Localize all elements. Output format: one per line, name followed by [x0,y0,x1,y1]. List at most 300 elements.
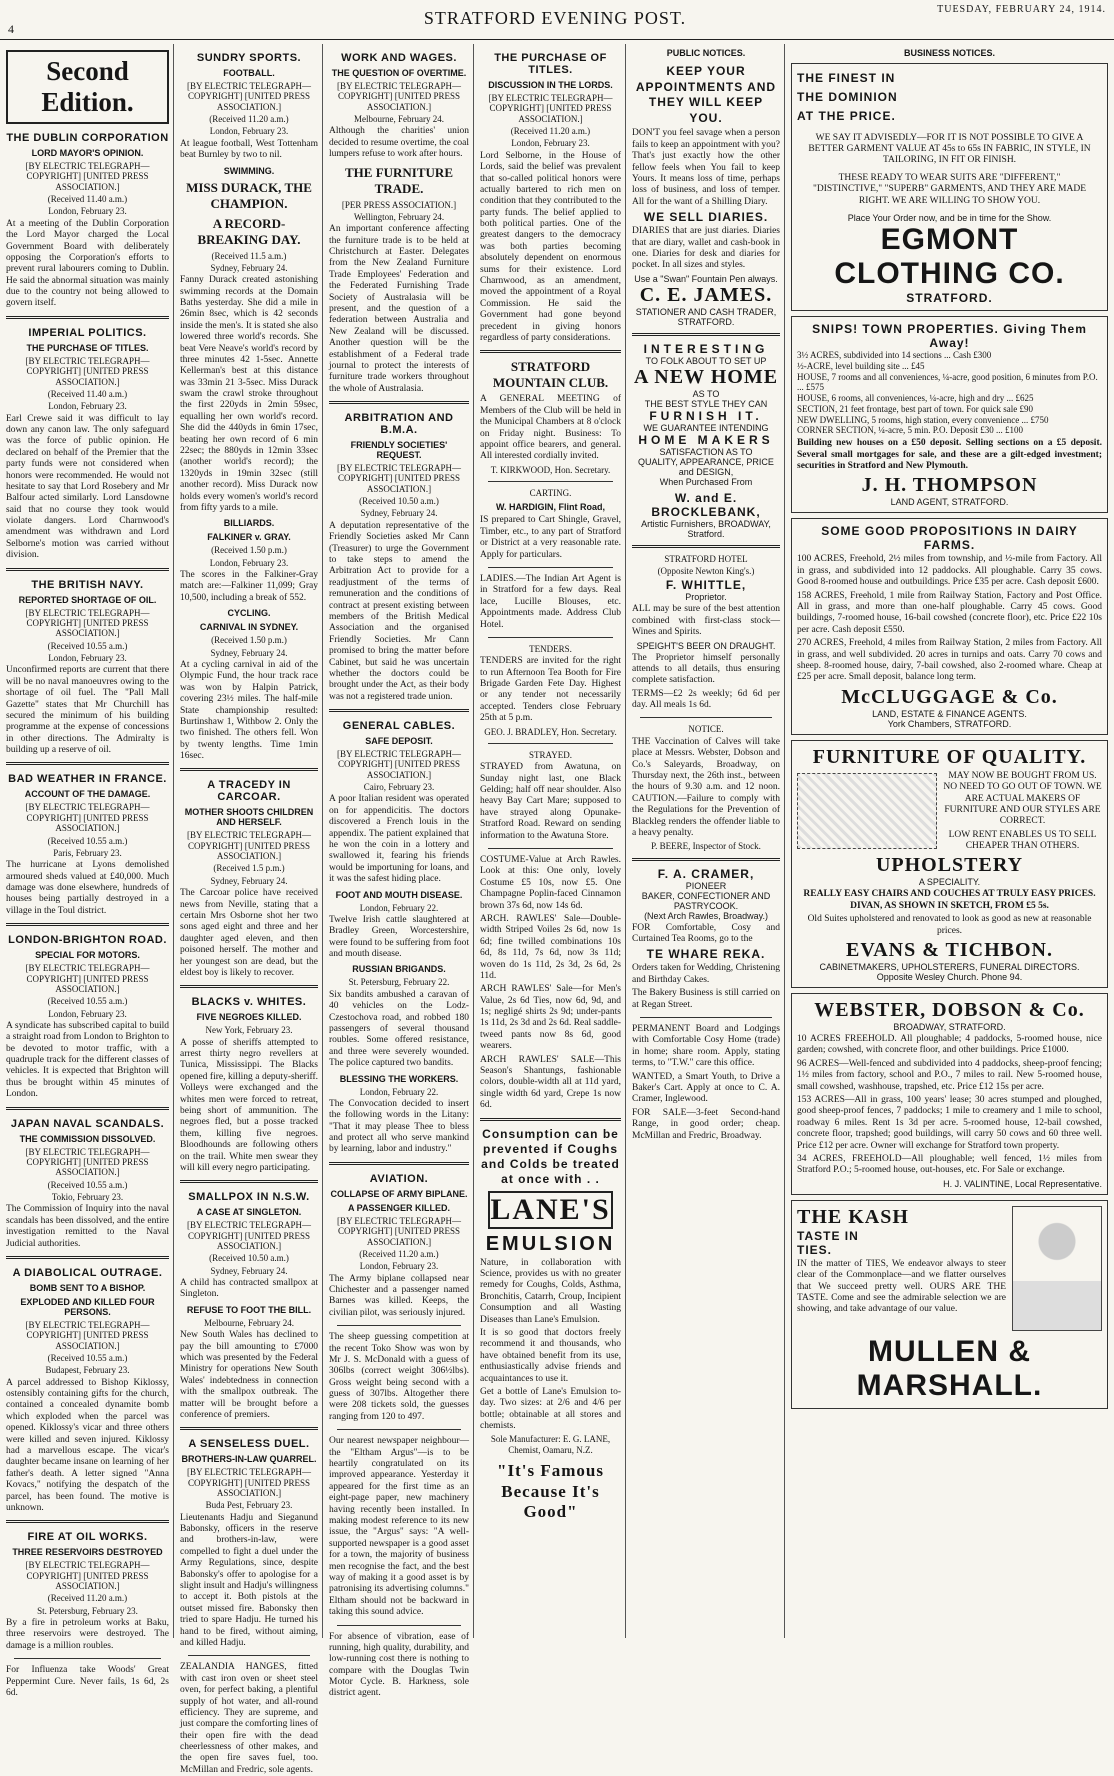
advert-text: WE SAY IT ADVISEDLY—FOR IT IS NOT POSSIBLE TO GIVE A BETTER GARMENT VALUE AT 45s to 65s IN FABRIC, IN STYLE, IN TAILORING, IN FIT OR FINISH. [808,132,1091,166]
byline: [BY ELECTRIC TELEGRAPH—COPYRIGHT] [UNITED PRESS ASSOCIATION.] [25,802,150,834]
advert-headline: HOME MAKERS [638,432,774,447]
byline: [BY ELECTRIC TELEGRAPH—COPYRIGHT] [UNITED PRESS ASSOCIATION.] [25,355,150,387]
notice-signature: T. KIRKWOOD, Hon. Secretary. [490,464,611,475]
headline: LONDON-BRIGHTON ROAD. [8,934,167,947]
article-text: At a cycling carnival in aid of the Olympic Fund, the hour track race was won by Halpin Patrick, covering 23½ miles. The half-mile State championship resulted: Burtinshaw 1, Withbow 2. Only the two finished. The others fell. Won by twenty lengths. Time 1min 16sec. [180,659,318,762]
advert-text: For Influenza take Woods' Great Peppermint Cure. Never fails, 1s 6d, 2s 6d. [6,1665,169,1698]
dateline: London, February 23. [359,1261,439,1272]
advert-text: CABINETMAKERS, UPHOLSTERERS, FUNERAL DIRECTORS. [819,962,1080,973]
advert-headline: KEEP YOUR APPOINTMENTS AND THEY WILL KEEP YOU. [635,64,777,125]
advert-text: REALLY EASY CHAIRS AND COUCHES AT TRULY EASY PRICES. DIVAN, AS SHOWN IN SKETCH, FROM £5 5s. [803,889,1096,911]
divider [488,848,613,849]
divider [180,1427,318,1430]
notice-heading: STRATFORD MOUNTAIN CLUB. [492,359,609,391]
headline: A TRACEDY IN CARCOAR. [207,779,291,804]
divider [640,1017,772,1018]
article-text: By a fire in petroleum works at Baku, three reservoirs were destroyed. The damage is a million roubles. [6,1618,169,1651]
dateline: London, February 22. [359,1086,439,1097]
notice-heading: CARTING. [529,488,572,499]
byline: [BY ELECTRIC TELEGRAPH—COPYRIGHT] [UNITED PRESS ASSOCIATION.] [337,749,461,780]
received-time: (Received 11.20 a.m.) [359,1248,439,1259]
headline: FIRE AT OIL WORKS. [27,1531,148,1544]
headline: AVIATION. [369,1172,429,1185]
advert-text: 158 ACRES, Freehold, 1 mile from Railway Station, Factory and Post Office. All in grass, and more than one-half ploughable. Carry 45 cows. Good buildings, 7-roomed house, 16-bail cowshed (concrete floor), etc. Price £22 10s per acre. Cash deposit £550. [797,590,1102,635]
headline: BAD WEATHER IN FRANCE. [8,773,167,786]
thompson-properties-advert [791,316,1108,514]
dateline: London, February 23. [48,401,127,412]
subheadline: THREE RESERVOIRS DESTROYED [12,1547,163,1558]
notice-heading: STRAYED. [529,749,572,760]
divider [488,743,613,744]
divider [329,709,469,712]
article-text: Six bandits ambushed a caravan of 40 vehicles on the Lodz-Czestochova road, and robbed 180 passengers of several thousand roubles. Some offered resistance, and three were severely wounded. The police captured two bandits. [329,989,469,1069]
advert-headline: WE SELL DIARIES. [643,210,769,225]
advert-text: THE BEST STYLE THEY CAN [644,398,768,409]
advertiser-address: LAND AGENT, STRATFORD. [890,497,1009,508]
page-number: 4 [8,22,14,36]
notice-text: ARCH. RAWLES' Sale—Double-width Striped Voiles 2s 6d, now 1s 6d; fine twilled combinations 10s 6d, 8s 11d, 7s 6d, now 3s 11d; woven do 1s 11d, 2s 3d, 2s 6d, 2s 11d. [480,913,621,981]
advert-signature: Sole Manufacturer: E. G. LANE, Chemist, Oamaru, N.Z. [490,1434,611,1455]
advertiser-name: EVANS & TICHBON. [846,939,1053,962]
byline: [BY ELECTRIC TELEGRAPH—COPYRIGHT] [UNITED PRESS ASSOCIATION.] [187,1220,311,1252]
notice-text: TENDERS are invited for the right to run Afternoon Tea Booth for Fire Brigade Garden Fete Day. Highest or any tender not necessarily accepted. Tenders close February 25th at 5 p.m. [480,656,621,724]
article-text: A child has contracted smallpox at Singleton. [180,1278,318,1300]
advert-text: ZEALANDIA HANGES, fitted with cast iron oven or sheet steel oven, for perfect baking, a plentiful supply of hot water, and all-round efficiency. They are supreme, and just compare the comforting lines of their open fire with the dead cheerlessness of other makes, and the open fire saves fuel, too. McMillan and Fredric, sole agents. [180,1662,318,1775]
divider [329,401,469,404]
advert-text: Proprietor. [685,592,727,603]
article-text: A parcel addressed to Bishop Kiklossy, ostensibly containing gifts for the church, contained a concealed dynamite bomb which exploded when the parcel was opened. Kiklossy's vicar and three others were killed and seven injured. Kiklossy had a marvellous escape. The vicar's daughter became insane on learning of her father's death. A letter signed "Anna Kovacs," notifying the despatch of the parcel, has been found. The motive is unknown. [6,1377,169,1513]
received-time: (Received 1.5 p.m.) [213,863,285,874]
article-text: At league football, West Tottenham beat Burnley by two to nil. [180,138,318,161]
subheadline: BOMB SENT TO A BISHOP. [29,1282,146,1293]
headline: BLACKS v. WHITES. [191,996,307,1009]
notice-heading: TENDERS. [529,643,572,654]
advertiser-name: McCLUGGAGE & Co. [841,685,1058,708]
advert-text: Get a bottle of Lane's Emulsion to-day. Two sizes: at 2/6 and 4/6 per bottle; obtainable at all stores and chemists. [480,1386,621,1432]
advert-headline: INTERESTING [643,341,769,356]
headline: GENERAL CABLES. [342,720,456,733]
article-text: Earl Crewe said it was difficult to lay down any canon law. The only safeguard was the force of public opinion. He declared on behalf of the Premier that the party funds were not considered when honors were recommended. He would not hesitate to say that Lord Rosebery and Mr Balfour acted similarly. Lord Lansdowne said that no course they took would violate dangers. Lord Charnwood's amendment was withdrawn and Lord Selborne's motion was carried without division. [6,413,169,561]
advert-headline: A NEW HOME [633,365,779,388]
subheadline: BILLIARDS. [223,518,275,529]
divider [180,1180,318,1183]
gentleman-portrait [1012,1206,1102,1331]
subheadline: SWIMMING. [223,165,275,176]
advert-headline: SOME GOOD PROPOSITIONS IN DAIRY FARMS. [821,524,1078,553]
masthead [0,0,1114,40]
list-item: 3½ ACRES, subdivided into 14 sections ... Cash £300 [797,349,992,360]
subheadline: CARNIVAL IN SYDNEY. [199,622,299,633]
notice-text: PERMANENT Board and Lodgings with Comfortable Cosy Home (trade) in home; share room. Apply, stating terms, to "T.W." care this office. [632,1024,780,1069]
advertiser-name: MULLEN & MARSHALL. [856,1334,1043,1402]
article-text: Unconfirmed reports are current that there will be no naval manoeuvres owing to the shortage of oil fuel. The "Pall Mall Gazette" states that Mr Churchill has secured the minimum of his building programme at the expense of concessions in other directions. The Admiralty is building up a reserve of oil. [6,665,169,756]
advert-text: QUALITY, APPEARANCE, PRICE and DESIGN, [638,456,774,477]
advert-text: A SPECIALITY. [918,877,981,888]
article-text: Our nearest newspaper neighbour—the "Eltham Argus"—is to be heartily congratulated on its improved appearance. Yesterday it appeared for the first time as an eight-page paper, new machinery having recently been installed. In making modest reference to its new issue, the "Argus" says: "A well-supported newspaper is a good asset for a town, the majority of business men recognise the fact, and the best way of making it a good asset is by patronising its advertising columns." Eltham should not be backward in taking this sound advice. [329,1436,469,1618]
advert-text: DIARIES that are just diaries. Diaries that are diary, wallet and cash-book in one. Diaries for desk and diaries for pocket. In all sizes and styles. [632,226,780,271]
divider [337,1429,461,1430]
subheadline: EXPLODED AND KILLED FOUR PERSONS. [20,1296,155,1317]
subheadline: SAFE DEPOSIT. [365,736,433,747]
headline: JAPAN NAVAL SCANDALS. [10,1117,165,1130]
advert-text: PIONEER [685,880,727,891]
dateline: Sydney, February 24. [210,647,288,658]
divider [14,1658,161,1659]
notice-signature: P. BEERE, Inspector of Stock. [651,841,761,852]
webster-dobson-advert [791,993,1108,1195]
article-text: Lieutenants Hadju and Sieganund Babonsky, officers in the reserve and brothers-in-law, were compelled to fight a duel under the Army Regulations, since, despite Babonsky's offer to apologise for a slight insult and Hadju's willingness to accept it. Both pistols at the outset missed fire. Babonsky then tried to spare Hadju. He turned his hand to be fired, without aiming, and killed Hadju. [180,1512,318,1648]
dateline: London, February 23. [48,206,127,217]
subheadline: RUSSIAN BRIGANDS. [352,964,446,975]
article-text: A posse of sheriffs attempted to arrest thirty negro revellers at Tunica, Mississippi. The Blacks opened fire, killing a deputy-sheriff. Volleys were exchanged and the whites men were forced to retreat, being short of ammunition. The negroes fled, but a posse tracked them, killing five negroes. Bloodhounds are following others on the trail. White men swear they will kill every negro participating. [180,1037,318,1173]
article-text: The Convocation decided to insert the following words in the Litany: "That it may please Thee to bless and protect all who serve mankind by learning, labor and industry." [329,1098,469,1155]
article-text: A poor Italian resident was operated on for appendicitis. The doctors discovered a French louis in the appendix. The patient explained that he won the coin in a lottery and swallowed it, fearing his friends would be importuning for loans, and it was the safest hiding place. [329,794,469,885]
notice-heading: NOTICE. [688,724,724,735]
notice-text: LADIES.—The Indian Art Agent is in Stratford for a few days. Real lace, Lucille Blouses, etc. Appointments made. Address Club Hotel. [480,573,621,630]
advertiser-address: STRATFORD. [906,290,993,305]
subheadline: THE FURNITURE TRADE. [345,164,453,196]
dateline: London, February 23. [48,653,127,664]
notice-text: STRAYED from Awatuna, on Sunday night last, one Black Gelding; half off near shoulder. Also heavy Bay Cart Mare; supposed to have strayed along Opunake-Stratford Road. Reward on sending information to the Awatuna Store. [480,762,621,841]
section-heading: BUSINESS NOTICES. [903,48,995,58]
byline: [BY ELECTRIC TELEGRAPH—COPYRIGHT] [UNITED PRESS ASSOCIATION.] [337,1215,461,1247]
notice-text: A GENERAL MEETING of Members of the Club will be held in the Municipal Chambers at 8 o'clock on Friday night. Business: To appoint office bearers, and general. All interested cordially invited. [480,394,621,462]
second-edition-banner: Second Edition. [6,50,169,124]
received-time: (Received 10.55 a.m.) [47,835,128,846]
headline: WORK AND WAGES. [341,52,457,64]
divider [337,1625,461,1626]
advert-text: FOR Comfortable, Cosy and Curtained Tea Rooms, go to the [632,922,780,945]
byline: [PER PRESS ASSOCIATION.] [341,199,457,210]
byline: [BY ELECTRIC TELEGRAPH—COPYRIGHT] [UNITED PRESS ASSOCIATION.] [25,963,150,994]
article-text: An important conference affecting the furniture trade is to be held at Christchurch at Easter. Delegates from the New Zealand Furniture Trade Employees' Federation and the Federated Furnishing Trade Society of Australasia will be present, and the question of a federation between Australia and New Zealand will be discussed. Another question will be the establishment of a Federal trade journal to protect the interests of furniture trade workers throughout the whole of Australasia. [329,224,469,394]
dateline: London, February 22. [359,902,439,913]
advertiser-address: (Next Arch Rawles, Broadway.) [644,910,768,921]
divider [632,858,780,861]
dateline: London, February 23. [209,126,289,137]
dateline: Cairo, February 23. [363,782,435,793]
egmont-clothing-advert [791,63,1108,311]
subheadline: THE COMMISSION DISSOLVED. [19,1133,156,1144]
advert-headline: TE WHARE REKA. [646,947,766,962]
advert-text: Orders taken for Wedding, Christening and Birthday Cakes. [632,963,780,985]
list-item: HOUSE, 7 rooms and all conveniences, ¼-acre, good position, 6 minutes from P.O. ... £575 [797,371,1098,393]
divider [180,985,318,988]
article-text: A syndicate has subscribed capital to build a straight road from London to Brighton to be devoted to motor traffic, with a quadruple track for the different classes of vehicles. It is expected that Brighton will thus be brought within 45 minutes of London. [6,1020,169,1100]
lanes-emulsion-logo: LANE'S [488,1191,613,1229]
dateline: Sydney, February 24. [210,1265,288,1276]
advert-text: When Purchased From [659,476,753,487]
article-text: The Army biplane collapsed near Chichester and a passenger named Barnes was killed. Keeps, the civilian pilot, was seriously injured. [329,1273,469,1318]
headline: SMALLPOX IN N.S.W. [188,1191,310,1204]
headline: IMPERIAL POLITICS. [28,326,147,339]
advert-text: MAY NOW BE BOUGHT FROM US. NO NEED TO GO OUT OF TOWN. WE ARE ACTUAL MAKERS OF FURNITURE AND OUR STYLES ARE CORRECT. [943,770,1102,827]
dateline: Budapest, February 23. [45,1365,130,1376]
advert-text: SATISFACTION AS TO [659,446,753,457]
divider [180,768,318,771]
famous-slogan: "It's Famous Because It's Good" [497,1461,604,1521]
section-heading: PUBLIC NOTICES. [666,48,746,58]
advertiser-address: Artistic Furnishers, BROADWAY, Stratford. [641,518,771,539]
divider [632,545,780,548]
advert-text: 96 ACRES—Well-fenced and subdivided into 4 paddocks, sheep-proof fencing; 1½ miles from factory, school and P.O., 7 miles to rail. New 5-roomed house, small cowshed, washhouse, trapshed, etc. Price £12 15s per acre. [797,1058,1102,1092]
received-time: (Received 1.50 p.m.) [211,545,287,556]
divider [6,316,169,319]
advert-text: BAKER, CONFECTIONER AND PASTRYCOOK. [641,890,771,911]
column-6 [787,44,1112,1638]
advert-signature: H. J. VALINTINE, Local Representative. [943,1178,1102,1189]
advert-text: The Bakery Business is still carried on at Regan Street. [632,988,780,1010]
byline: [BY ELECTRIC TELEGRAPH—COPYRIGHT] [UNITED PRESS ASSOCIATION.] [25,1319,150,1351]
advert-text: The Proprietor himself personally attends to all details, thus ensuring complete satisfaction. [632,652,780,686]
received-time: (Received 11.40 a.m.) [47,194,128,205]
advert-text: Nature, in collaboration with Science, provides us with no greater remedy for Coughs, Colds, Asthma, Bronchitis, Catarrh, Croup, Incipient Consumption and all Wasting Diseases than Lane's Emulsion. [480,1257,621,1325]
article-text: Although the charities' union decided to resume overtime, the coal lumpers refuse to work after hours. [329,126,469,160]
byline: [BY ELECTRIC TELEGRAPH—COPYRIGHT] [UNITED PRESS ASSOCIATION.] [25,161,150,192]
article-text: New South Wales has declined to pay the bill amounting to £7000 which was presented by the Federal Ministry for operations New South Wales' indebtedness in connection with the smallpox outbreak. The matter will be brought before a conference of premiers. [180,1330,318,1420]
subheadline: FRIENDLY SOCIETIES' REQUEST. [350,440,448,461]
divider [640,717,772,718]
article-text: A deputation representative of the Friendly Societies asked Mr Cann (Treasurer) to urge the Government to take steps to amend the Arbitration Act to provide for a readjustment of the terms of remuneration and the conditions of contract at present existing between members of the British Medical Association and the organised Friendly Societies. Mr Cann promised to bring the matter before Cabinet, but said he was uncertain whether the doctors could be brought under the Act, as their body was not a registered trade union. [329,520,469,702]
dateline: Sydney, February 24. [210,262,288,273]
dateline: London, February 23. [511,138,590,149]
notice-text: THE Vaccination of Calves will take place at Messrs. Webster, Dobson and Co.'s Saleyards, Broadway, on Thursday next, the 26th inst., between the hours of 9.30 a.m. and 12 noon. CAUTION.—Failure to comply with the Regulations for the Prevention of Blackleg renders the offender liable to a heavy penalty. [632,736,780,838]
headline: THE PURCHASE OF TITLES. [494,52,607,76]
subheadline: FOOT AND MOUTH DISEASE. [335,889,463,900]
advertiser-name: C. E. JAMES. [639,283,773,306]
notice-signature: GEO. J. BRADLEY, Hon. Secretary. [484,726,617,737]
subheadline: A RECORD-BREAKING DAY. [197,215,301,247]
advert-headline: THE DOMINION [797,90,898,105]
subheadline: MOTHER SHOOTS CHILDREN AND HERSELF. [184,807,314,828]
advert-text: AS TO [692,388,720,399]
headline: A SENSELESS DUEL. [188,1438,310,1451]
advert-text: 34 ACRES, FREEHOLD—All ploughable; well fenced, 1½ miles from Stratford P.O.; 5-roomed house, out-houses, etc. For Sale or exchange. [797,1153,1102,1176]
article-text: Twelve Irish cattle slaughtered at Bradley Green, Worcestershire, were found to be suffering from foot and mouth disease. [329,914,469,960]
divider [480,350,621,353]
received-time: (Received 10.55 a.m.) [47,996,128,1007]
dateline: Melbourne, February 24. [354,114,444,125]
subheadline: FALKINER v. GRAY. [207,532,291,543]
subheadline: CYCLING. [227,608,271,619]
subheadline: BROTHERS-IN-LAW QUARREL. [181,1454,317,1465]
notice-text: WANTED, a Smart Youth, to Drive a Baker's Cart. Apply at once to C. A. Cramer, Inglewood. [632,1071,780,1105]
dateline: Tokio, February 23. [51,1191,124,1202]
article-text: The hurricane at Lyons demolished armoured sheds valued at £40,000. Much damage was done elsewhere, hundreds of houses being partially destroyed in a village in the Toul district. [6,860,169,916]
received-time: (Received 10.50 a.m.) [209,1253,289,1264]
advert-text: SPEIGHT'S BEER ON DRAUGHT. [636,640,776,651]
mullen-marshall-advert [791,1200,1108,1409]
lanes-emulsion-logo: EMULSION [485,1232,616,1255]
advertiser-address: STATIONER AND CASH TRADER, STRATFORD. [635,306,777,327]
received-time: (Received 10.50 a.m.) [359,496,439,507]
headline: THE DUBLIN CORPORATION [6,132,169,144]
byline: [BY ELECTRIC TELEGRAPH—COPYRIGHT] [UNITED PRESS ASSOCIATION.] [187,81,311,112]
article-text: Lord Selborne, in the House of Lords, said the belief was prevalent that so-called political honors were actually bartered to rich men on condition that they contributed to the party funds. The belief applied to both political parties. One of the greatest dangers to the democracy was both parties becoming absolutely dependent on enormous sums for their existence. Lord Charnwood, as an amendment, moved the appointment of a Royal Commission. He said the Government had gone beyond precedent in giving honors regardless of party considerations. [480,150,621,343]
subheadline: SPECIAL FOR MOTORS. [35,950,140,961]
advert-text: For absence of vibration, ease of running, high quality, durability, and low-running cost there is nothing to compare with the Douglas Twin Motor Cycle. B. Harkness, sole district agent. [329,1631,469,1699]
advertiser-name: W. and E. BROCKLEBANK, [651,490,761,519]
subheadline: COLLAPSE OF ARMY BIPLANE. [330,1188,468,1199]
advert-text: 270 ACRES, Freehold, 4 miles from Railway Station, 2 miles from Factory. All in grass, and well subdivided. 20 acres in turnips and oats. Carry 70 cows and sheep. 8-roomed house, dairy, 7-bail cowshed, also 2-roomed whare. Cheap at £25 per acre. Small deposit, balance long term. [797,638,1102,683]
received-time: (Received 10.55 a.m.) [47,1179,128,1190]
headline: ARBITRATION AND B.M.A. [344,412,454,437]
divider [488,567,613,568]
byline: [BY ELECTRIC TELEGRAPH—COPYRIGHT] [UNITED PRESS ASSOCIATION.] [25,607,150,639]
column-2 [176,44,323,1775]
notice-subheading: W. HARDIGIN, Flint Road, [496,502,605,513]
notice-text: IS prepared to Cart Shingle, Gravel, Timber, etc., to any part of Stratford or District at a very reasonable rate. Apply for particulars. [480,515,621,560]
advert-text: DON'T you feel savage when a person fails to keep an appointment with you? That's just exactly how the other fellow feels when You fail to keep Yours. It means loss of time, perhaps loss of business, and loss of temper. All for the want of a Shilling Diary. [632,128,780,207]
headline: THE BRITISH NAVY. [31,578,144,591]
received-time: (Received 11.5 a.m.) [211,250,287,261]
advert-headline: TASTE IN [797,1228,859,1243]
subheadline: LORD MAYOR'S OPINION. [31,148,144,158]
advert-headline: FURNITURE OF QUALITY. [812,745,1087,768]
dateline: New York, February 23. [205,1025,293,1036]
advert-text: 153 ACRES—All in grass, 100 years' lease; 30 acres stumped and ploughed, good sheep-proof fences, 7 paddocks; 1 mile to creamery and 1 mile to school, roadway 6 miles. Rent 1s 3d per acre. 5-roomed house, 12-bail cowshed, concrete floor, trapshed; good buildings, will carry 50 cows and 60 three well. Price £12 per acre. Owner will exchange for Stratford town property. [797,1095,1102,1151]
divider [6,923,169,926]
newspaper-title: STRATFORD EVENING POST. [423,8,687,28]
article-text: The scores in the Falkiner-Gray match are:—Falkiner 11,099; Gray 10,500, including a break of 552. [180,570,318,603]
subheadline: MISS DURACK, THE CHAMPION. [186,179,312,211]
advertiser-address: York Chambers, STRATFORD. [887,718,1012,729]
dateline: St. Petersburg, February 22. [348,977,450,988]
list-item: NEW DWELLING, 5 rooms, high station, every convenience ... £750 [797,414,1049,425]
column-3 [325,44,474,1699]
advert-text: 10 ACRES FREEHOLD. All ploughable; 4 paddocks, 5-roomed house, nice garden; cowshed, with concrete floor, and other buildings. Price £1000. [797,1034,1102,1056]
subheadline: BLESSING THE WORKERS. [339,1073,459,1084]
dateline: London, February 23. [209,557,289,568]
subheadline: FOOTBALL. [223,68,275,78]
advertiser-name: WEBSTER, DOBSON & Co. [814,999,1085,1022]
received-time: (Received 1.50 p.m.) [211,635,287,646]
advert-text: LOW RENT ENABLES US TO SELL CHEAPER THAN OTHERS. [948,829,1097,852]
advert-text: WE GUARANTEE INTENDING [643,422,769,433]
dateline: Sydney, February 24. [210,875,288,886]
notice-text: FOR SALE—3-feet Second-hand Range, in good order; cheap. McMillan and Fredric, Broadway. [632,1107,780,1141]
received-time: (Received 11.20 a.m.) [47,1593,128,1604]
lanes-emulsion-headline: Consumption can be prevented if Coughs and Colds be treated at once with . . [481,1126,620,1186]
divider [6,1520,169,1523]
received-time: (Received 10.55 a.m.) [47,640,128,651]
byline: [BY ELECTRIC TELEGRAPH—COPYRIGHT] [UNITED PRESS ASSOCIATION.] [187,1467,311,1498]
advert-text: It is so good that doctors freely recommend it and thousands, who have obtained benefit from its use, enthusiastically advise friends and acquaintances to use it. [480,1327,621,1384]
divider [6,1107,169,1110]
advertiser-address: Opposite Wesley Church. Phone 94. [876,972,1023,983]
dateline: Melbourne, February 24. [204,1317,294,1328]
advertiser-address: BROADWAY, STRATFORD. [893,1022,1006,1033]
divider [6,1256,169,1259]
advert-headline: AT THE PRICE. [797,109,896,124]
divider [6,762,169,765]
divider [488,637,613,638]
subheadline: A CASE AT SINGLETON. [196,1207,302,1218]
list-item: CORNER SECTION, ¼-acre, 5 min. P.O. Deposit £30 ... £100 [797,425,1023,436]
article-text: The Carcoar police have received news from Neville, stating that a certain Mrs Osborne shot her two sons aged eight and three and her daughter aged eleven, and then poisoned herself. The mother and her youngest son are dead, but the eldest boy is likely to recover. [180,888,318,978]
advert-text: THESE READY TO WEAR SUITS ARE "DIFFERENT," "DISTINCTIVE," "SUPERB" GARMENTS, AND THEY ARE MADE RIGHT. WE ARE WILLING TO SHOW YOU. [812,172,1087,206]
advert-text: TO FOLK ABOUT TO SET UP [645,355,767,366]
subheadline: THE QUESTION OF OVERTIME. [331,68,467,78]
byline: [BY ELECTRIC TELEGRAPH—COPYRIGHT] [UNITED PRESS ASSOCIATION.] [25,1146,150,1178]
article-text: At a meeting of the Dublin Corporation the Lord Mayor charged the Local Government Board with deliberately opposing the Corporation's efforts to prevent rural labourers coming to Dublin. He said the abnormal situation was mainly due to the country not being allowed to govern itself. [6,218,169,309]
dairy-farms-advert [791,518,1108,734]
dateline: Buda Pest, February 23. [205,1500,293,1511]
article-text: The sheep guessing competition at the recent Toko Show was won by Mr J. S. McDonald with a guess of 306lbs (correct weight 306½lbs). Gross weight being second with a guess of 307lbs. Altogether there were 208 tickets sold, the guesses ranging from 120 to 497. [329,1332,469,1422]
subheadline: A PASSENGER KILLED. [347,1202,450,1213]
byline: [BY ELECTRIC TELEGRAPH—COPYRIGHT] [UNITED PRESS ASSOCIATION.] [488,93,613,124]
byline: [BY ELECTRIC TELEGRAPH—COPYRIGHT] [UNITED PRESS ASSOCIATION.] [337,81,461,112]
column-1 [2,44,174,1698]
subheadline: ACCOUNT OF THE DAMAGE. [24,789,151,800]
issue-date: TUESDAY, FEBRUARY 24, 1914. [937,4,1106,15]
list-item: ½-ACRE, level building site ... £45 [797,360,925,371]
advert-headline: FURNISH IT. [649,408,763,423]
notice-text: COSTUME-Value at Arch Rawles. Look at this: One only, lovely Costume £5 10s, now £5. One Champagne Poplin-faced Cinnamon brown 37s 6d, now 14s 6d. [480,855,621,911]
received-time: (Received 11.40 a.m.) [47,388,128,399]
subheadline: REPORTED SHORTAGE OF OIL. [18,594,157,605]
received-time: (Received 10.55 a.m.) [47,1352,128,1363]
evans-tichbon-advert [791,740,1108,988]
received-time: (Received 11.20 a.m.) [209,114,289,125]
advert-text: Place Your Order now, and be in time for the Show. [847,212,1052,223]
subheadline: FIVE NEGROES KILLED. [196,1012,302,1023]
advert-headline: TIES. [797,1242,833,1257]
advert-text: Old Suites upholstered and renovated to look as good as new at reasonable prices. [807,914,1092,936]
advert-text: LAND, ESTATE & FINANCE AGENTS. [872,708,1027,719]
headline: SUNDRY SPORTS. [196,52,302,64]
divider [480,1118,621,1121]
advert-headline: SNIPS! TOWN PROPERTIES. Giving Them Away! [812,321,1087,350]
list-item: SECTION, 21 feet frontage, best part of town. For quick sale £90 [797,403,1033,414]
byline: [BY ELECTRIC TELEGRAPH—COPYRIGHT] [UNITED PRESS ASSOCIATION.] [337,463,461,494]
notice-text: ARCH RAWLES' Sale—for Men's Value, 2s 6d Ties, now 6d, 9d, and 1s; negligé shirts 2s 9d; under-pants 1s 11d, 2s 3d and 2s 6d. Real saddle-tweed pants now 8s 6d, good wearers. [480,984,621,1052]
dateline: London, February 23. [48,1008,127,1019]
advertiser-address: (Opposite Newton King's.) [657,566,755,577]
byline: [BY ELECTRIC TELEGRAPH—COPYRIGHT] [UNITED PRESS ASSOCIATION.] [187,830,311,862]
advertiser-name: F. WHITTLE, [665,578,747,593]
divan-illustration [797,773,937,849]
article-text: The Commission of Inquiry into the naval scandals has been dissolved, and the entire investigation remitted to the Naval Judicial authorities. [6,1204,169,1249]
divider [329,1162,469,1165]
advert-headline: THE FINEST IN [797,71,896,85]
column-4 [476,44,626,1638]
advert-text: ALL may be sure of the best attention combined with first-class stock—Wines and Spirits. [632,604,780,638]
byline: [BY ELECTRIC TELEGRAPH—COPYRIGHT] [UNITED PRESS ASSOCIATION.] [25,1560,150,1591]
advert-headline: UPHOLSTERY [875,854,1024,877]
property-list [797,350,1102,436]
advert-text: TERMS—£2 2s weekly; 6d 6d per day. All meals 1s 6d. [632,688,780,711]
received-time: (Received 11.20 a.m.) [510,126,591,137]
advert-text: Use a "Swan" Fountain Pen always. [634,273,778,284]
advertiser-name: F. A. CRAMER, [657,866,755,881]
advert-text: IN the matter of TIES, We endeavor always to steer clear of the Commonplace—and we flatter ourselves that We succeed pretty well. OURS ARE THE TASTE. Come and see the admirable selection we are showing, and take advantage of our value. [797,1258,1006,1315]
subheadline: REFUSE TO FOOT THE BILL. [186,1304,312,1315]
advertiser-name: EGMONT CLOTHING CO. [834,222,1065,290]
divider [6,568,169,571]
dateline: Paris, February 23. [53,847,122,858]
subheadline: DISCUSSION IN THE LORDS. [488,80,613,90]
divider [632,333,780,336]
column-5 [628,44,785,1638]
advert-text: 100 ACRES, Freehold, 2½ miles from township, and ½-mile from Factory. All in grass, and subdivided into 12 paddocks. All ploughable. Carry 35 cows. Good 8-roomed house and outbuildings. Price £35 per acre. Cash deposit £600. [797,554,1102,588]
advert-headline: THE KASH [797,1205,909,1228]
dateline: Wellington, February 24. [353,211,445,222]
divider [188,1655,310,1656]
list-item: HOUSE, 6 rooms, all conveniences, ¼-acre, high and dry ... £625 [797,393,1034,404]
headline: A DIABOLICAL OUTRAGE. [12,1266,163,1279]
divider [488,481,613,482]
